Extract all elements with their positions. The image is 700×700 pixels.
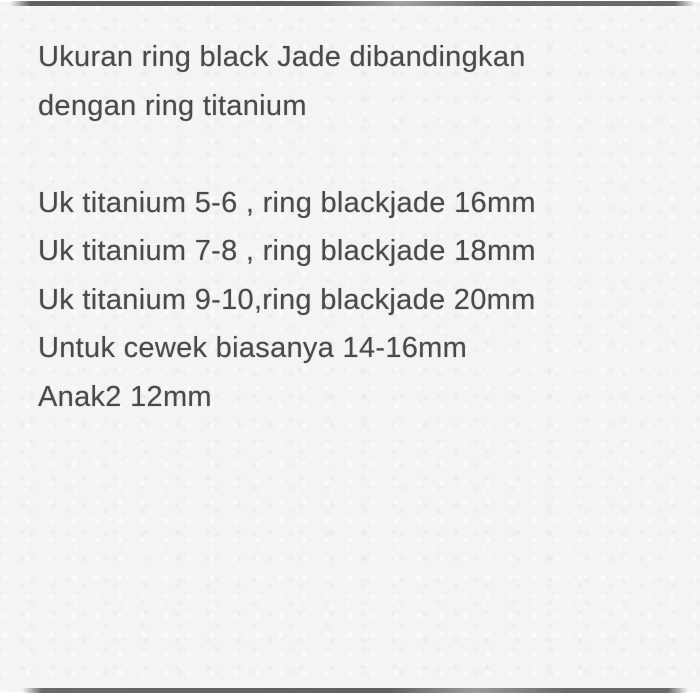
- size-line-1: Uk titanium 5-6 , ring blackjade 16mm: [38, 187, 536, 219]
- blank-gap: [38, 131, 680, 179]
- size-line-4: Untuk cewek biasanya 14-16mm: [38, 332, 468, 365]
- size-line-2: Uk titanium 7-8 , ring blackjade 18mm: [38, 235, 536, 268]
- top-edge-line: [10, 1, 695, 6]
- note-body: [38, 179, 680, 421]
- size-line-3: Uk titanium 9-10,ring blackjade 20mm: [38, 283, 536, 316]
- title-line-1: Ukuran ring black Jade dibandingkan: [38, 41, 526, 73]
- note-title: [38, 33, 680, 131]
- note-text-block: [38, 33, 680, 421]
- bottom-edge-line: [22, 688, 688, 693]
- size-line-5: Anak2 12mm: [38, 380, 212, 413]
- title-line-2: dengan ring titanium: [38, 90, 307, 122]
